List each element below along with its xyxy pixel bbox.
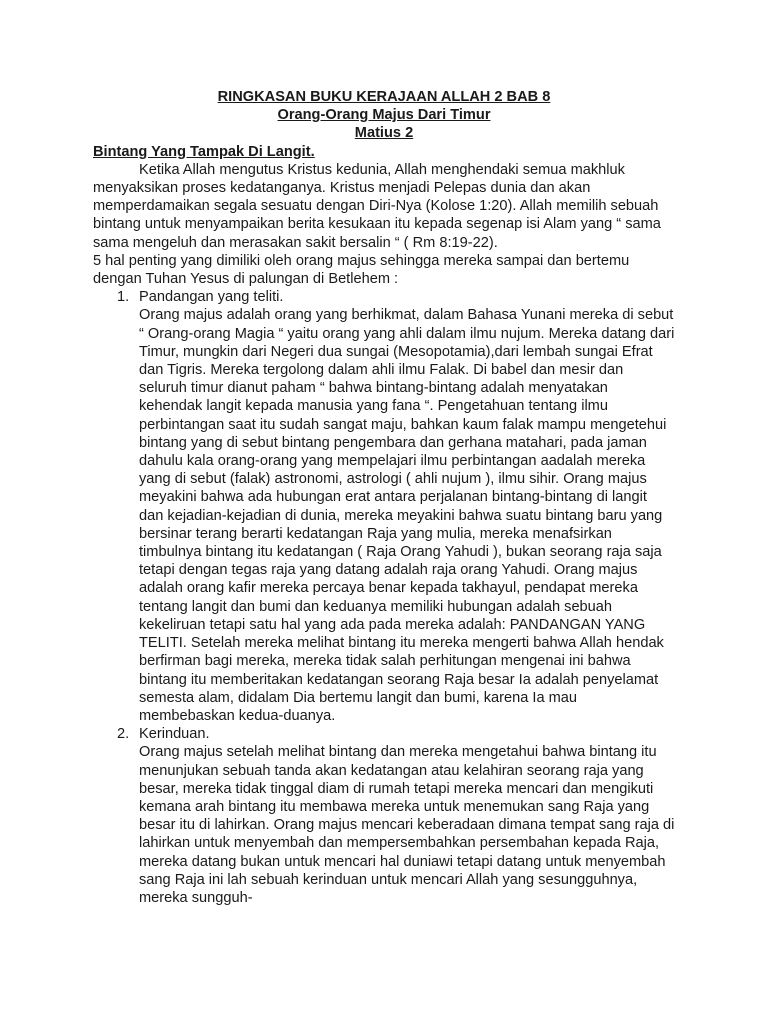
list-item (93, 725, 675, 907)
list-item (93, 288, 675, 725)
list-item-body: Orang majus adalah orang yang berhikmat, dalam Bahasa Yunani mereka di sebut “ Orang-orang Magia “ yaitu orang yang ahli dalam ilmu nujum. Mereka datang dari Timur, mungkin dari Negeri dua sungai (Mesopotamia),dari lembah sungai Efrat dan Tigris. Mereka tergolong dalam ahli ilmu Falak. Di babel dan mesir dan seluruh timur dianut paham “ bahwa bintang-bintang adalah menyatakan kehendak langit kepada manusia yang fana “. Pengetahuan tentang ilmu perbintangan saat itu sudah sangat maju, bahkan kaum falak mampu mengetehui bintang yang di sebut bintang pengembara dan gerhana matahari, pada jaman dahulu kala orang-orang yang mempelajari ilmu perbintangan aadalah mereka yang di sebut (falak) astronomi, astrologi ( ahli nujum ), ilmu sihir. Orang majus meyakini bahwa ada hubungan erat antara perjalanan bintang-bintang di langit dan kejadian-kejadian di dunia, mereka meyakini bahwa suatu bintang baru yang bersinar terang berarti kedatangan Raja yang mulia, mereka menafsirkan timbulnya bintang itu kedatangan ( Raja Orang Yahudi ), bukan seorang raja saja tetapi dengan tegas raja yang datang adalah raja orang Yahudi. Orang majus adalah orang kafir mereka percaya benar kepada takhayul, pendapat mereka tentang langit dan bumi dan keduanya memiliki hubungan adalah sebuah kekeliruan tetapi satu hal yang ada pada mereka adalah: PANDANGAN YANG TELITI. Setelah mereka melihat bintang itu mereka mengerti bahwa Allah hendak berfirman bagi mereka, mereka tidak salah perhitungan mengenai ini bahwa bintang itu memberitakan kedatangan seorang Raja besar Ia adalah penyelamat semesta alam, didalam Dia bertemu langit dan bumi, karena Ia mau membebaskan kedua-duanya. (139, 307, 675, 724)
list-item-title: Kerinduan. (139, 726, 210, 743)
list-item-number: 2. (117, 726, 130, 743)
document-content (93, 88, 675, 907)
document-title: RINGKASAN BUKU KERAJAAN ALLAH 2 BAB 8 (217, 89, 551, 105)
document-subtitle: Orang-Orang Majus Dari Timur (277, 107, 491, 124)
list-item-title: Pandangan yang teliti. (139, 289, 284, 306)
list-item-number: 1. (117, 289, 130, 306)
section-heading: Bintang Yang Tampak Di Langit. (93, 143, 315, 160)
intro-paragraph: Ketika Allah mengutus Kristus kedunia, Allah menghendaki semua makhluk menyaksikan proses kedatanganya. Kristus menjadi Pelepas dunia dan akan memperdamaikan segala sesuatu dengan Diri-Nya (Kolose 1:20). Allah memilih sebuah bintang untuk menyampaikan berita kesukaan itu kepada segenap isi Alam yang “ sama sama mengeluh dan merasakan sakit bersalin “ ( Rm 8:19-22). (93, 161, 661, 251)
points-list (93, 288, 675, 907)
lead-paragraph: 5 hal penting yang dimiliki oleh orang majus sehingga mereka sampai dan bertemu dengan Tuhan Yesus di palungan di Betlehem : (93, 252, 630, 288)
list-item-body: Orang majus setelah melihat bintang dan mereka mengetahui bahwa bintang itu menunjukan sebuah tanda akan kedatangan atau kelahiran seorang raja yang besar, mereka tidak tinggal diam di rumah tetapi mereka mencari dan mengikuti kemana arah bintang itu membawa mereka untuk menemukan sang Raja yang besar itu di lahirkan. Orang majus mencari keberadaan dimana tempat sang raja di lahirkan untuk menyembah dan mempersembahkan persembahan kepada Raja, mereka datang bukan untuk mencari hal duniawi tetapi datang untuk menyembah sang Raja ini lah sebuah kerinduan untuk mencari Allah yang sesungguhnya, mereka sungguh- (139, 744, 675, 906)
document-scripture-reference: Matius 2 (354, 125, 414, 142)
